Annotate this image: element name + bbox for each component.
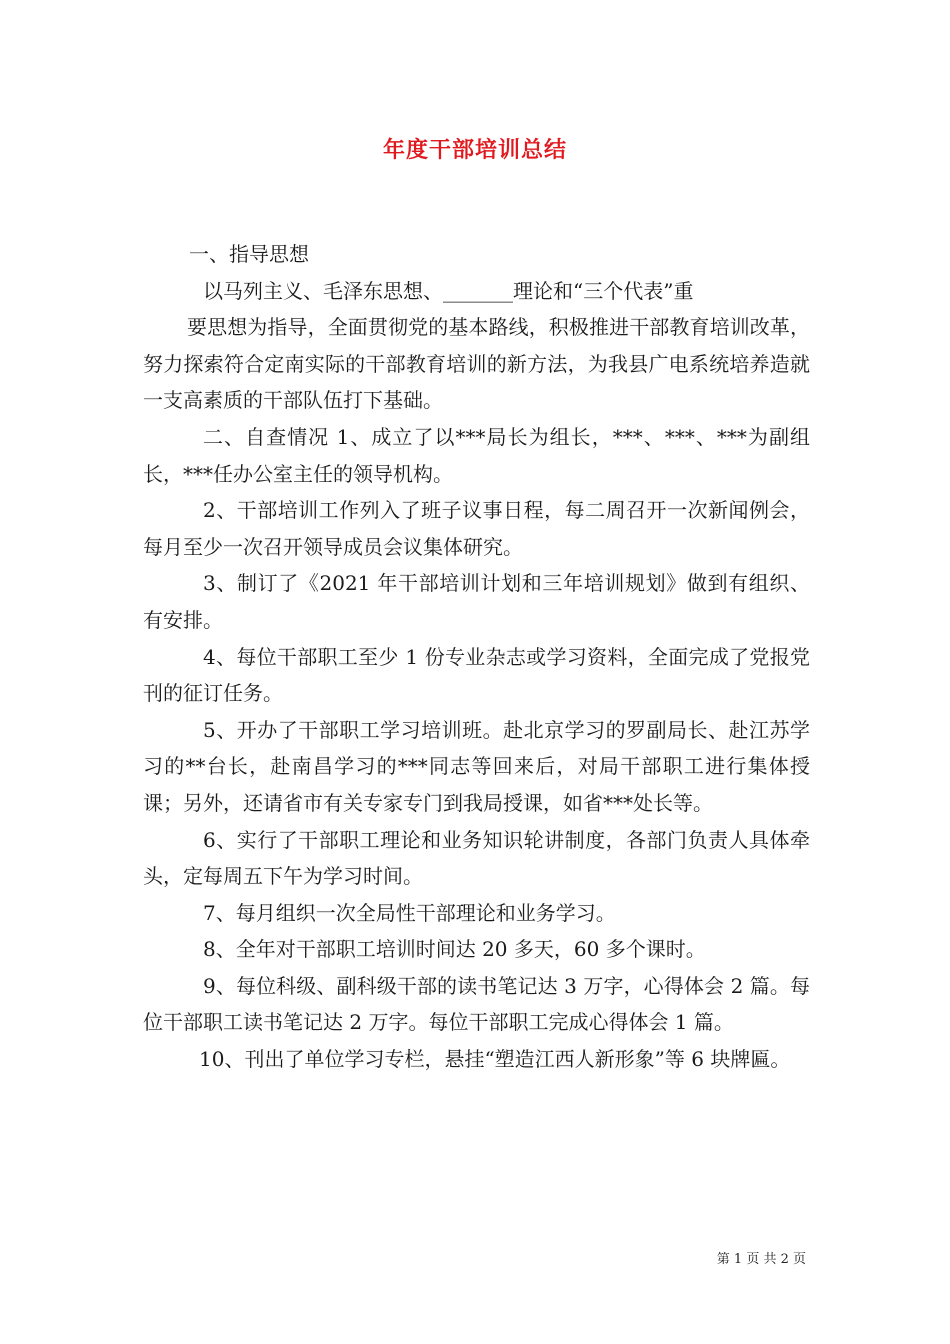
paragraph-item-6: 6、实行了干部职工理论和业务知识轮讲制度，各部门负责人具体牵头，定每周五下午为学习时间。 [143,827,810,889]
paragraph-item-7: 7、每月组织一次全局性干部理论和业务学习。 [203,900,616,925]
paragraph-item-8: 8、全年对干部职工培训时间达 20 多天，60 多个课时。 [203,937,706,962]
paragraph-item-10: 10、刊出了单位学习专栏，悬挂“塑造江西人新形象”等 6 块牌匾。 [199,1047,791,1072]
page-number-footer: 第 1 页 共 2 页 [716,1252,806,1267]
section-heading-guiding-ideology: 一、指导思想 [189,242,309,266]
paragraph-guiding-line-1: 以马列主义、毛泽东思想、_______理论和“三个代表”重 [203,278,694,303]
paragraph-self-check-1: 二、自查情况 1、成立了以***局长为组长，***、***、***为副组长，***任办公室主任的领导机构。 [143,424,810,486]
document-body [143,236,810,1078]
paragraph-item-4: 4、每位干部职工至少 1 份专业杂志或学习资料，全面完成了党报党刊的征订任务。 [143,644,810,706]
paragraph-item-9: 9、每位科级、副科级干部的读书笔记达 3 万字，心得体会 2 篇。每位干部职工读书笔记达 2 万字。每位干部职工完成心得体会 1 篇。 [143,973,810,1035]
paragraph-item-2: 2、干部培训工作列入了班子议事日程，每二周召开一次新闻例会，每月至少一次召开领导成员会议集体研究。 [143,498,810,559]
paragraph-item-3: 3、制订了《2021 年干部培训计划和三年培训规划》做到有组织、有安排。 [143,571,810,632]
paragraph-guiding-continued: 要思想为指导，全面贯彻党的基本路线，积极推进干部教育培训改革，努力探索符合定南实际的干部教育培训的新方法，为我县广电系统培养造就一支高素质的干部队伍打下基础。 [143,315,810,413]
paragraph-item-5: 5、开办了干部职工学习培训班。赴北京学习的罗副局长、赴江苏学习的**台长，赴南昌学习的***同志等回来后，对局干部职工进行集体授课；另外，还请省市有关专家专门到我局授课，如省***处长等。 [143,717,810,815]
document-title: 年度干部培训总结 [382,137,567,163]
